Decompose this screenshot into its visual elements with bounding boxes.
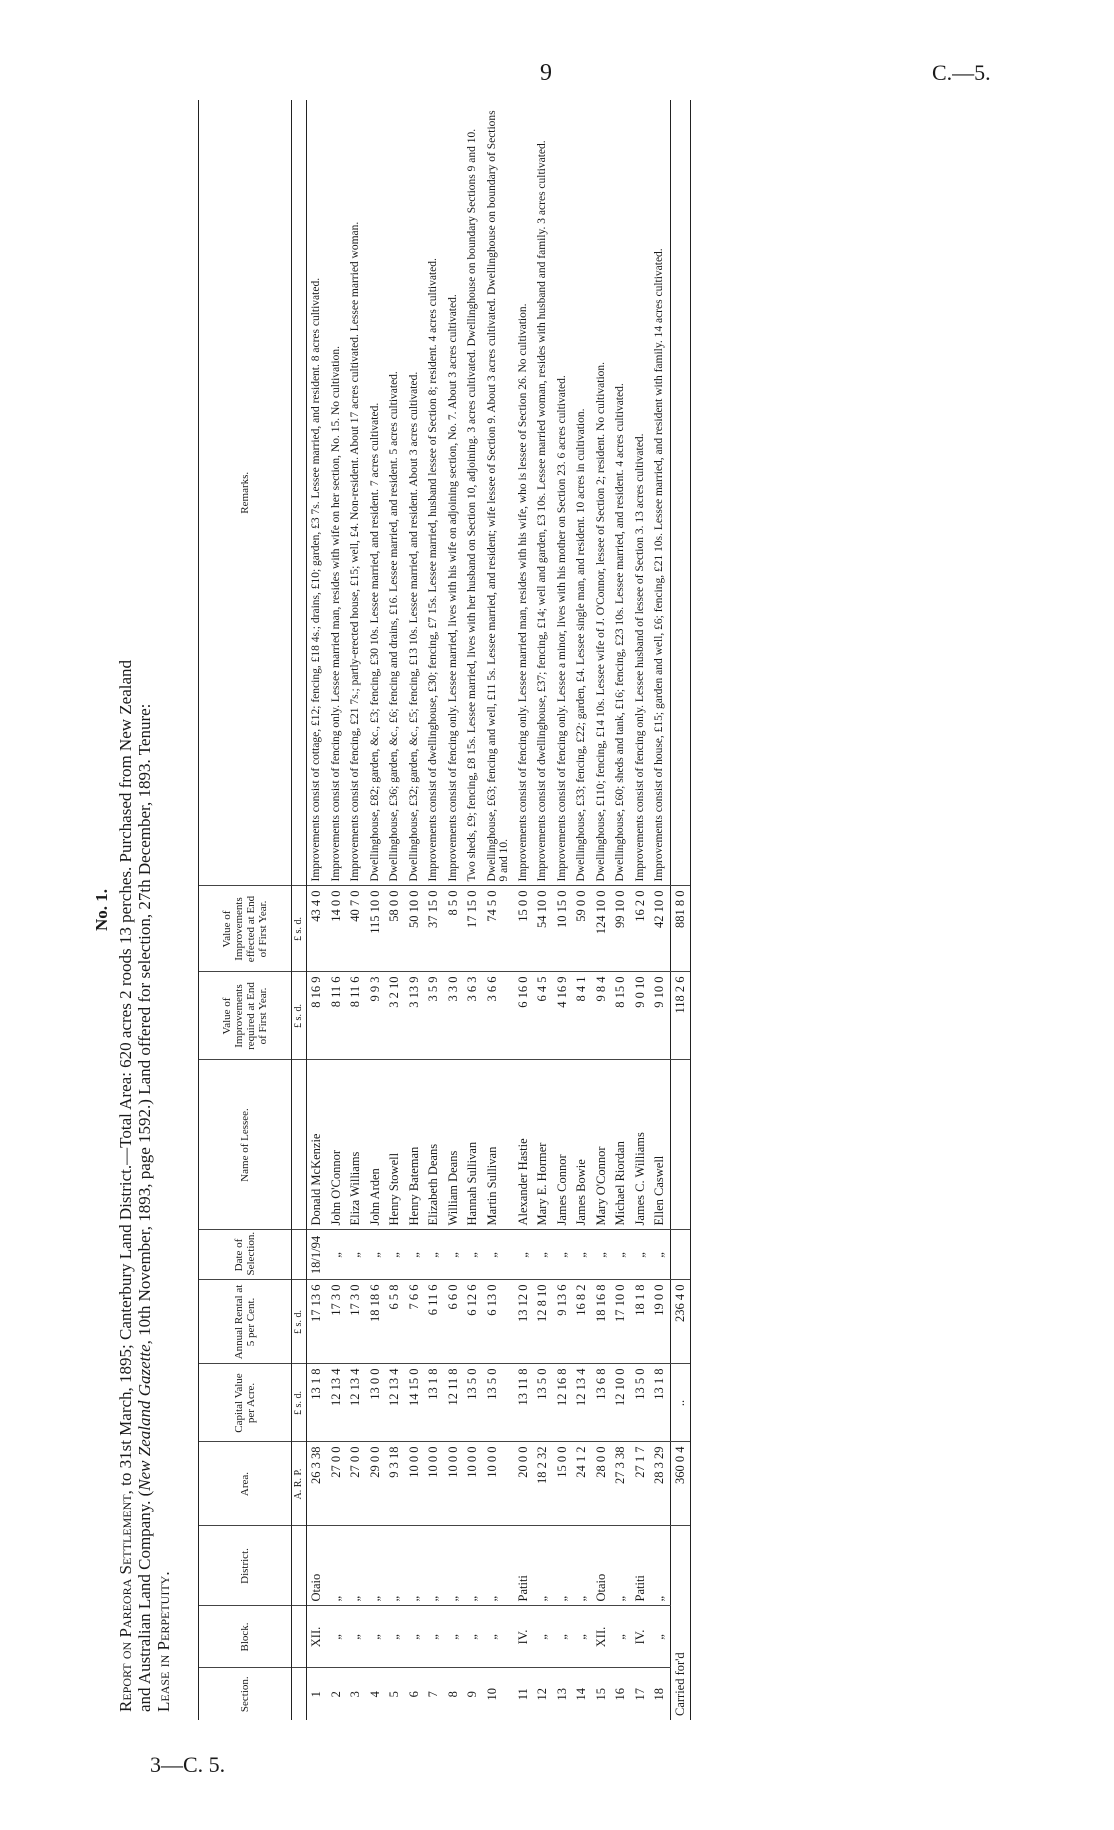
lessee-name-cell: Martin Sullivan: [483, 1060, 514, 1230]
block-cell: „: [533, 1606, 553, 1668]
capital-value-cell: 13 5 0: [483, 1364, 514, 1442]
district-cell: „: [346, 1526, 366, 1606]
header-district: District.: [199, 1526, 292, 1606]
remarks-cell: Improvements consist of house, £15; garden and well, £6; fencing, £21 10s. Lessee married, and resident with family. 14 acres cultivated.: [650, 100, 670, 886]
table-row: [611, 100, 631, 1720]
section-cell: 2: [328, 1691, 343, 1698]
page-code: C.—5.: [932, 60, 991, 85]
totals-required: 118 2 6: [670, 972, 691, 1060]
document-number: No. 1.: [92, 888, 111, 932]
selection-date-cell: „: [405, 1230, 425, 1280]
section-cell: 11: [515, 1688, 530, 1701]
title-line-2a: and Australian Land Company. (: [135, 1490, 154, 1712]
block-cell: „: [385, 1606, 405, 1668]
area-cell: 10 0 0: [405, 1442, 425, 1526]
report-title: [116, 100, 173, 1720]
header-effected: Value of Improvements effected at End of First Year.: [199, 886, 292, 972]
lessee-name-cell: Donald McKenzie: [307, 1060, 327, 1230]
area-cell: 27 0 0: [346, 1442, 366, 1526]
remarks-cell: Improvements consist of cottage, £12; fencing, £18 4s.; drains, £10; garden, £3 7s. Lessee married, and resident. 8 acres cultivated.: [307, 100, 327, 886]
header-rental: Annual Rental at 5 per Cent.: [199, 1280, 292, 1364]
table-row: [463, 100, 483, 1720]
table-row: [444, 100, 464, 1720]
annual-rental-cell: 17 3 0: [346, 1280, 366, 1364]
header-date: Date of Selection.: [199, 1230, 292, 1280]
effected-value-cell: 99 10 0: [611, 886, 631, 972]
title-line-1: to 31st March, 1895; Canterbury Land District.—Total Area: 620 acres 2 roods 13 perches. Purchased from New Zealand: [116, 659, 135, 1491]
required-value-cell: 9 0 10: [631, 972, 651, 1060]
required-value-cell: 3 13 9: [405, 972, 425, 1060]
title-tenure: Lease in Perpetuity.: [154, 1571, 173, 1712]
effected-value-cell: 115 10 0: [366, 886, 386, 972]
required-value-cell: 3 3 0: [444, 972, 464, 1060]
capital-value-cell: 13 0 0: [366, 1364, 386, 1442]
table-row: [385, 100, 405, 1720]
table-row: [553, 100, 573, 1720]
table-row: [631, 100, 651, 1720]
block-cell: „: [444, 1606, 464, 1668]
block-cell: „: [483, 1606, 514, 1668]
remarks-cell: Improvements consist of fencing only. Lessee a minor, lives with his mother on Section 23. 6 acres cultivated.: [553, 100, 573, 886]
rotated-report: [90, 100, 970, 1720]
section-cell: 7: [426, 1691, 440, 1698]
page-number: 9: [540, 60, 552, 86]
area-cell: 26 3 38: [307, 1442, 327, 1526]
units-rental: £ s. d.: [292, 1280, 307, 1364]
area-cell: 28 3 29: [650, 1442, 670, 1526]
header-lessee: Name of Lessee.: [199, 1060, 292, 1230]
area-cell: 27 1 7: [631, 1442, 651, 1526]
footer-code: 3—C. 5.: [150, 1752, 226, 1777]
lessee-name-cell: Mary O'Connor: [592, 1060, 612, 1230]
section-cell: 8: [445, 1691, 460, 1698]
table-row: [307, 100, 327, 1720]
units-capital: £ s. d.: [292, 1364, 307, 1442]
totals-row: [670, 100, 691, 1720]
annual-rental-cell: 6 13 0: [483, 1280, 514, 1364]
remarks-cell: Two sheds, £9; fencing, £8 15s. Lessee married, lives with her husband on Section 10, adjoining. 3 acres cultivated. Dwellinghouse on boundary Sections 9 and 10.: [463, 100, 483, 886]
block-cell: „: [553, 1606, 573, 1668]
remarks-cell: Improvements consist of dwellinghouse, £30; fencing, £7 15s. Lessee married, husband lessee of Section 8; resident. 4 acres cultivated.: [424, 100, 444, 886]
units-blank: [292, 1606, 307, 1668]
capital-value-cell: 12 13 4: [385, 1364, 405, 1442]
required-value-cell: 8 11 6: [327, 972, 347, 1060]
annual-rental-cell: 12 8 10: [533, 1280, 553, 1364]
remarks-cell: Improvements consist of fencing only. Lessee married man, resides with his wife, who is lessee of Section 26. No cultivation.: [514, 100, 534, 886]
area-cell: 10 0 0: [483, 1442, 514, 1526]
capital-value-cell: 13 5 0: [631, 1364, 651, 1442]
remarks-cell: Improvements consist of fencing only. Lessee married, lives with his wife on adjoining section, No. 7. About 3 acres cultivated.: [444, 100, 464, 886]
lessee-name-cell: Henry Stowell: [385, 1060, 405, 1230]
lessee-name-cell: James Connor: [553, 1060, 573, 1230]
effected-value-cell: 40 7 0: [346, 886, 366, 972]
selection-date-cell: „: [592, 1230, 612, 1280]
settlement-table-wrap: [198, 100, 691, 1720]
required-value-cell: 6 4 5: [533, 972, 553, 1060]
units-blank: [292, 1526, 307, 1606]
header-row: [199, 100, 292, 1720]
totals-effected: 881 8 0: [670, 886, 691, 972]
totals-rental: 236 4 0: [670, 1280, 691, 1364]
selection-date-cell: 18/1/94: [307, 1230, 327, 1280]
units-required: £ s. d.: [292, 972, 307, 1060]
section-cell: 9: [465, 1691, 479, 1698]
remarks-cell: Dwellinghouse, £33; fencing, £22; garden, £4. Lessee single man, and resident. 10 acres in cultivation.: [572, 100, 592, 886]
section-cell: 1: [309, 1691, 323, 1698]
effected-value-cell: 59 0 0: [572, 886, 592, 972]
table-row: [650, 100, 670, 1720]
table-row: [483, 100, 514, 1720]
area-cell: 10 0 0: [444, 1442, 464, 1526]
annual-rental-cell: 6 11 6: [424, 1280, 444, 1364]
required-value-cell: 8 11 6: [346, 972, 366, 1060]
table-row: [327, 100, 347, 1720]
annual-rental-cell: 19 0 0: [650, 1280, 670, 1364]
totals-area: 360 0 4: [670, 1442, 691, 1526]
required-value-cell: 8 4 1: [572, 972, 592, 1060]
effected-value-cell: 16 2 0: [631, 886, 651, 972]
capital-value-cell: 13 6 8: [592, 1364, 612, 1442]
header-block: Block.: [199, 1606, 292, 1668]
remarks-cell: Dwellinghouse, £36; garden, &c., £6; fencing and drains, £16. Lessee married, and resident. 5 acres cultivated.: [385, 100, 405, 886]
lessee-name-cell: Alexander Hastie: [514, 1060, 534, 1230]
selection-date-cell: „: [463, 1230, 483, 1280]
selection-date-cell: „: [650, 1230, 670, 1280]
selection-date-cell: „: [327, 1230, 347, 1280]
area-cell: 18 2 32: [533, 1442, 553, 1526]
remarks-cell: Dwellinghouse, £32; garden, &c., £5; fencing, £13 10s. Lessee married, and resident. About 3 acres cultivated.: [405, 100, 425, 886]
totals-blank: [670, 1230, 691, 1280]
selection-date-cell: „: [366, 1230, 386, 1280]
table-row: [424, 100, 444, 1720]
table-row: [366, 100, 386, 1720]
district-cell: „: [611, 1526, 631, 1606]
title-gazette: New Zealand Gazette,: [135, 1340, 154, 1491]
required-value-cell: 3 6 3: [463, 972, 483, 1060]
capital-value-cell: 12 13 4: [327, 1364, 347, 1442]
district-cell: Otaio: [307, 1526, 327, 1606]
totals-capital: ..: [670, 1364, 691, 1442]
district-cell: „: [385, 1526, 405, 1606]
annual-rental-cell: 9 13 6: [553, 1280, 573, 1364]
district-cell: „: [650, 1526, 670, 1606]
block-cell: XII.: [307, 1606, 327, 1668]
remarks-cell: Improvements consist of fencing, £21 7s.; partly-erected house, £15; well, £4. Non-resident. About 17 acres cultivated. Lessee married woman.: [346, 100, 366, 886]
header-section: Section.: [199, 1668, 292, 1720]
block-cell: „: [650, 1606, 670, 1668]
area-cell: 20 0 0: [514, 1442, 534, 1526]
selection-date-cell: „: [444, 1230, 464, 1280]
required-value-cell: 9 8 4: [592, 972, 612, 1060]
lessee-name-cell: Ellen Caswell: [650, 1060, 670, 1230]
lessee-name-cell: Henry Bateman: [405, 1060, 425, 1230]
lessee-name-cell: Hannah Sullivan: [463, 1060, 483, 1230]
selection-date-cell: „: [611, 1230, 631, 1280]
settlement-table: [198, 100, 691, 1720]
effected-value-cell: 54 10 0: [533, 886, 553, 972]
header-remarks: Remarks.: [199, 100, 292, 886]
required-value-cell: 9 9 3: [366, 972, 386, 1060]
area-cell: 27 3 38: [611, 1442, 631, 1526]
block-cell: „: [327, 1606, 347, 1668]
remarks-cell: Dwellinghouse, £60; sheds and tank, £16; fencing, £23 10s. Lessee married, and resident. 4 acres cultivated.: [611, 100, 631, 886]
effected-value-cell: 43 4 0: [307, 886, 327, 972]
block-cell: „: [366, 1606, 386, 1668]
section-cell: 15: [593, 1688, 608, 1701]
required-value-cell: 8 15 0: [611, 972, 631, 1060]
remarks-cell: Improvements consist of fencing only. Lessee married man, resides with wife on her section, No. 15. No cultivation.: [327, 100, 347, 886]
remarks-cell: Improvements consist of dwellinghouse, £37; fencing, £14; well and garden, £3 10s. Lessee married woman, resides with husband and family. 3 acres cultivated.: [533, 100, 553, 886]
selection-date-cell: „: [631, 1230, 651, 1280]
units-effected: £ s. d.: [292, 886, 307, 972]
block-cell: IV.: [631, 1606, 651, 1668]
lessee-name-cell: Mary E. Hormer: [533, 1060, 553, 1230]
lessee-name-cell: William Deans: [444, 1060, 464, 1230]
section-cell: 10: [484, 1688, 499, 1701]
lessee-name-cell: John Arden: [366, 1060, 386, 1230]
capital-value-cell: 12 13 4: [346, 1364, 366, 1442]
lessee-name-cell: Elizabeth Deans: [424, 1060, 444, 1230]
district-cell: „: [327, 1526, 347, 1606]
annual-rental-cell: 13 12 0: [514, 1280, 534, 1364]
capital-value-cell: 12 13 4: [572, 1364, 592, 1442]
required-value-cell: 3 2 10: [385, 972, 405, 1060]
section-cell: 16: [613, 1688, 627, 1701]
capital-value-cell: 12 11 8: [444, 1364, 464, 1442]
required-value-cell: 9 10 0: [650, 972, 670, 1060]
effected-value-cell: 50 10 0: [405, 886, 425, 972]
lessee-name-cell: James C. Williams: [631, 1060, 651, 1230]
table-body: [307, 100, 691, 1720]
section-cell: 17: [632, 1688, 647, 1701]
section-cell: 6: [406, 1691, 421, 1698]
units-row: [292, 100, 307, 1720]
district-cell: Patiti: [631, 1526, 651, 1606]
section-cell: 5: [387, 1691, 401, 1698]
required-value-cell: 3 5 9: [424, 972, 444, 1060]
header-capital: Capital Value per Acre.: [199, 1364, 292, 1442]
capital-value-cell: 13 5 0: [533, 1364, 553, 1442]
table-row: [346, 100, 366, 1720]
remarks-cell: Dwellinghouse, £110; fencing, £14 10s. Lessee wife of J. O'Connor, lessee of Section 2; resident. No cultivation.: [592, 100, 612, 886]
units-blank: [292, 1060, 307, 1230]
effected-value-cell: 15 0 0: [514, 886, 534, 972]
remarks-cell: Dwellinghouse, £63; fencing and well, £11 5s. Lessee married, and resident; wife lessee of Section 9. About 3 acres cultivated. Dwellinghouse on boundary of Sections 9 and 10.: [483, 100, 514, 886]
units-blank: [292, 1668, 307, 1720]
section-cell: 13: [554, 1688, 569, 1701]
selection-date-cell: „: [424, 1230, 444, 1280]
effected-value-cell: 17 15 0: [463, 886, 483, 972]
district-cell: „: [424, 1526, 444, 1606]
block-cell: XII.: [592, 1606, 612, 1668]
effected-value-cell: 8 5 0: [444, 886, 464, 972]
area-cell: 10 0 0: [463, 1442, 483, 1526]
capital-value-cell: 13 11 8: [514, 1364, 534, 1442]
section-cell: 12: [535, 1688, 549, 1701]
table-row: [592, 100, 612, 1720]
block-cell: „: [611, 1606, 631, 1668]
district-cell: „: [366, 1526, 386, 1606]
selection-date-cell: „: [572, 1230, 592, 1280]
annual-rental-cell: 17 3 0: [327, 1280, 347, 1364]
capital-value-cell: 14 15 0: [405, 1364, 425, 1442]
table-row: [572, 100, 592, 1720]
annual-rental-cell: 7 6 6: [405, 1280, 425, 1364]
district-cell: „: [553, 1526, 573, 1606]
annual-rental-cell: 6 12 6: [463, 1280, 483, 1364]
units-area: A. R. P.: [292, 1442, 307, 1526]
area-cell: 27 0 0: [327, 1442, 347, 1526]
annual-rental-cell: 6 6 0: [444, 1280, 464, 1364]
capital-value-cell: 13 1 8: [650, 1364, 670, 1442]
lessee-name-cell: John O'Connor: [327, 1060, 347, 1230]
section-cell: 3: [348, 1691, 362, 1698]
annual-rental-cell: 6 5 8: [385, 1280, 405, 1364]
capital-value-cell: 13 1 8: [307, 1364, 327, 1442]
required-value-cell: 6 16 0: [514, 972, 534, 1060]
district-cell: „: [444, 1526, 464, 1606]
title-lead: Report on Pareora Settlement,: [116, 1490, 135, 1712]
district-cell: „: [572, 1526, 592, 1606]
totals-label: Carried for'd: [670, 1526, 691, 1720]
area-cell: 29 0 0: [366, 1442, 386, 1526]
lessee-name-cell: Eliza Williams: [346, 1060, 366, 1230]
report-heading: [90, 100, 190, 1720]
district-cell: Otaio: [592, 1526, 612, 1606]
effected-value-cell: 42 10 0: [650, 886, 670, 972]
block-cell: „: [405, 1606, 425, 1668]
effected-value-cell: 10 15 0: [553, 886, 573, 972]
district-cell: „: [405, 1526, 425, 1606]
selection-date-cell: „: [483, 1230, 514, 1280]
area-cell: 28 0 0: [592, 1442, 612, 1526]
totals-blank: [670, 1060, 691, 1230]
units-blank: [292, 100, 307, 886]
selection-date-cell: „: [514, 1230, 534, 1280]
units-blank: [292, 1230, 307, 1280]
annual-rental-cell: 17 13 6: [307, 1280, 327, 1364]
effected-value-cell: 37 15 0: [424, 886, 444, 972]
required-value-cell: 8 16 9: [307, 972, 327, 1060]
area-cell: 24 1 2: [572, 1442, 592, 1526]
effected-value-cell: 124 10 0: [592, 886, 612, 972]
block-cell: „: [424, 1606, 444, 1668]
district-cell: „: [463, 1526, 483, 1606]
effected-value-cell: 14 0 0: [327, 886, 347, 972]
selection-date-cell: „: [385, 1230, 405, 1280]
annual-rental-cell: 18 1 8: [631, 1280, 651, 1364]
selection-date-cell: „: [533, 1230, 553, 1280]
section-cell: 14: [574, 1688, 588, 1701]
block-cell: „: [463, 1606, 483, 1668]
section-cell: 18: [652, 1688, 666, 1701]
selection-date-cell: „: [346, 1230, 366, 1280]
title-line-2c: 10th November, 1893, page 1592.) Land offered for selection, 27th December, 1893. Tenure:: [135, 703, 154, 1341]
area-cell: 9 3 18: [385, 1442, 405, 1526]
block-cell: IV.: [514, 1606, 534, 1668]
table-row: [533, 100, 553, 1720]
block-cell: „: [572, 1606, 592, 1668]
district-cell: Patiti: [514, 1526, 534, 1606]
annual-rental-cell: 16 8 2: [572, 1280, 592, 1364]
header-required: Value of Improvements required at End of First Year.: [199, 972, 292, 1060]
annual-rental-cell: 18 16 8: [592, 1280, 612, 1364]
district-cell: „: [483, 1526, 514, 1606]
area-cell: 10 0 0: [424, 1442, 444, 1526]
capital-value-cell: 13 5 0: [463, 1364, 483, 1442]
annual-rental-cell: 17 10 0: [611, 1280, 631, 1364]
remarks-cell: Improvements consist of fencing only. Lessee husband of lessee of Section 3. 13 acres cultivated.: [631, 100, 651, 886]
capital-value-cell: 13 1 8: [424, 1364, 444, 1442]
remarks-cell: Dwellinghouse, £82; garden, &c., £3; fencing, £30 10s. Lessee married, and resident. 7 acres cultivated.: [366, 100, 386, 886]
required-value-cell: 3 6 6: [483, 972, 514, 1060]
effected-value-cell: 58 0 0: [385, 886, 405, 972]
annual-rental-cell: 18 18 6: [366, 1280, 386, 1364]
lessee-name-cell: James Bowie: [572, 1060, 592, 1230]
effected-value-cell: 74 5 0: [483, 886, 514, 972]
capital-value-cell: 12 16 8: [553, 1364, 573, 1442]
section-cell: 4: [367, 1691, 382, 1698]
block-cell: „: [346, 1606, 366, 1668]
table-row: [405, 100, 425, 1720]
lessee-name-cell: Michael Riordan: [611, 1060, 631, 1230]
capital-value-cell: 12 10 0: [611, 1364, 631, 1442]
district-cell: „: [533, 1526, 553, 1606]
table-row: [514, 100, 534, 1720]
selection-date-cell: „: [553, 1230, 573, 1280]
area-cell: 15 0 0: [553, 1442, 573, 1526]
totals-blank: [670, 100, 691, 886]
required-value-cell: 4 16 9: [553, 972, 573, 1060]
header-area: Area.: [199, 1442, 292, 1526]
